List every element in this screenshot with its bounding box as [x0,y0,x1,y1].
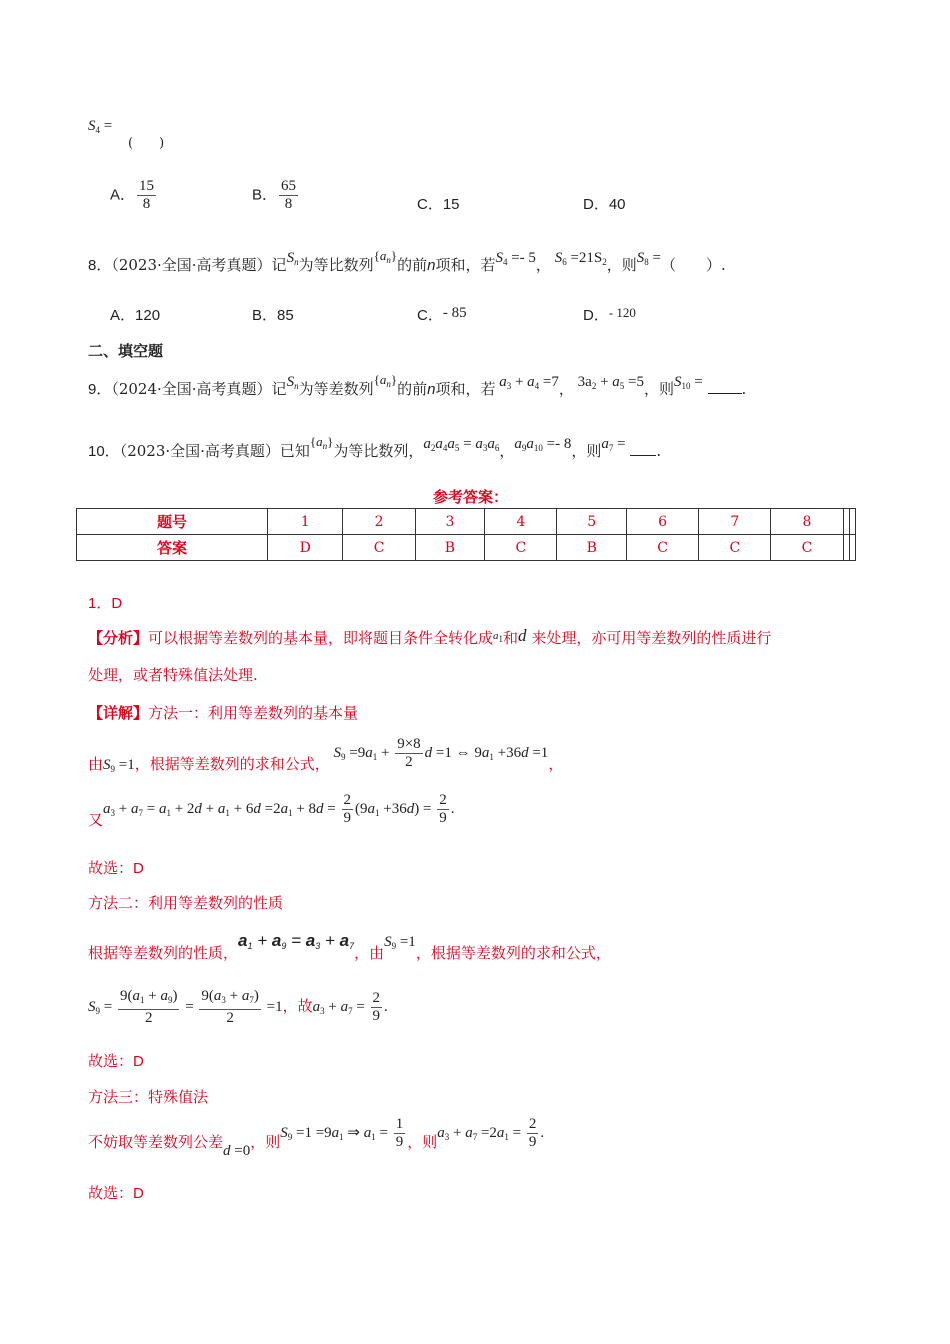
table-cell: 4 [485,509,557,535]
table-cell: B [557,535,627,561]
table-row [77,535,856,561]
method2-title: 方法二：利用等差数列的性质 [88,894,284,912]
q7-option-a: A． $\frac{15}{8}$ [110,178,155,212]
table-cell: C [771,535,843,561]
q9-stem: 9．（2024·全国·高考真题）记$S_n$为等差数列$\{a_n\}$的前n项和，若 $a_3 + a_4 =7$， $3a_2 + a_5 =5$，则$S_{10}$ = . [88,372,747,398]
analysis-line1: 【分析】可以根据等差数列的基本量，即将题目条件全转化成$^{a_1}$和d 来处理，亦可用等差数列的性质进行 [88,626,772,647]
method1-line1: 由$S_9 =1$，根据等差数列的求和公式， $S_9 =9a_1$ + $\frac{9\times 8}{2}$ d =1 ⇔ $9a_1 +36d =1$， [88,736,564,774]
q10-stem: 10．（2023·全国·高考真题）已知$\{a_n\}$为等比数列，$a_2a_4a_5 = a_3a_6$，$a_9a_{10} =- 8$，则$a_7$ = . [88,434,662,460]
table-cell: 5 [557,509,627,535]
solution-head: 1．D [88,595,123,612]
q7-s4-expr: $S_4$ = [88,118,113,135]
q8-option-a: A．120 [110,307,161,324]
q7-option-d: D．40 [583,196,626,213]
method2-line1: 根据等差数列的性质，$a_1 + a_9 = a_3 + a_7$，由$S_9 =1$，根据等差数列的求和公式， [88,931,611,962]
q10-answer-blank[interactable] [630,441,656,456]
table-cell: B [415,535,485,561]
analysis-line2: 处理，或者特殊值法处理. [88,666,258,684]
q9-answer-blank[interactable] [708,379,742,394]
table-cell [849,509,855,535]
row-label: 答案 [77,535,268,561]
q8-option-c: C．- 85 [417,305,467,324]
table-cell: 7 [699,509,771,535]
table-cell [849,535,855,561]
method1-line2: 又$a_3 + a_7 = a_1 + 2d + a_1 + 6d =2a_1 + 8d$ = $\frac{2}{9}$ $(9a_1 +36d)$ = $\frac{2}{9}$ . [88,792,455,829]
choose-3: 故选：D [88,1185,144,1202]
choose-1: 故选：D [88,860,144,877]
section-title: 二、填空题 [88,343,164,360]
table-cell: C [699,535,771,561]
method2-line2: $S_9$ = $\frac{9(a_1 + a_9)}{2}$ = $\frac{9(a_3 + a_7)}{2}$ =1，故$a_3 + a_7$ = $\frac{2}{9}$ . [88,988,388,1026]
q7-option-b: B． $\frac{65}{8}$ [252,178,297,212]
table-cell: C [343,535,415,561]
method3-line: 不妨取等差数列公差d =0，则$S_9 =1 =9a_1$ ⇒ $a_1$ = $\frac{1}{9}$ ，则$a_3 + a_7 =2a_1$ = $\frac{2}{9}$ . [88,1116,545,1159]
method3-title: 方法三：特殊值法 [88,1088,209,1106]
table-cell: 1 [268,509,343,535]
q8-option-b: B．85 [252,307,294,324]
q7-option-c: C．15 [417,196,460,213]
detail-line: 【详解】方法一：利用等差数列的基本量 [88,704,359,722]
choose-2: 故选：D [88,1053,144,1070]
table-row [77,509,856,535]
table-cell: 2 [343,509,415,535]
q7-paren: ( ) [128,136,165,151]
table-cell: 3 [415,509,485,535]
q8-option-d: D．- 120 [583,305,636,324]
table-cell: 8 [771,509,843,535]
row-label: 题号 [77,509,268,535]
table-cell: 6 [627,509,699,535]
answers-title: 参考答案： [433,488,509,506]
table-cell: D [268,535,343,561]
answer-table [76,508,856,561]
table-cell: C [627,535,699,561]
q8-stem: 8．（2023·全国·高考真题）记$S_n$为等比数列$\{a_n\}$的前n项和，若$S_4 =- 5$， $S_6 =21S_2$，则$S_8$ =（ ）. [88,248,726,274]
table-cell: C [485,535,557,561]
